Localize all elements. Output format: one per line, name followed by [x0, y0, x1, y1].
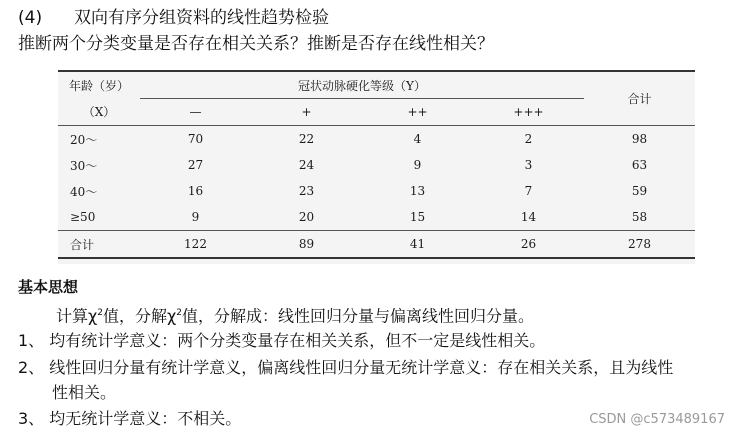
group-header-grade: 冠状动脉硬化等级（Y） [140, 72, 584, 99]
conclusion-item-2: 2、 线性回归分量有统计学意义，偏离线性回归分量无统计学意义：存在相关关系，且为线性 [18, 358, 674, 377]
table-cell: 89 [251, 231, 362, 259]
table-cell: 16 [187, 184, 204, 198]
table-row [58, 178, 695, 204]
table-cell: 27 [187, 158, 204, 172]
table-cell: 13 [409, 184, 426, 198]
formula-line [56, 302, 534, 327]
contingency-table-image [58, 70, 695, 264]
question-text: 推断两个分类变量是否存在相关关系？推断是否存在线性相关？ [18, 34, 494, 54]
table-total-row [58, 231, 695, 259]
conclusion-item-1: 1、 均有统计学意义：两个分类变量存在相关关系，但不一定是线性相关。 [18, 331, 546, 350]
conclusion-item-3: 3、 均无统计学意义：不相关。 [18, 409, 242, 428]
section-heading [18, 6, 329, 30]
table-cell: 23 [298, 184, 315, 198]
formula-superscript: 2 [97, 308, 103, 318]
table-cell: 22 [298, 132, 315, 146]
table-cell: 7 [524, 184, 533, 198]
table-cell: 24 [298, 158, 315, 172]
table-row [58, 126, 695, 153]
table-cell: 122 [140, 231, 251, 259]
formula-text: 计算χ [56, 306, 98, 326]
row-label: 20～ [70, 132, 98, 147]
row-label: 30～ [70, 158, 98, 173]
row-total-cell: 58 [631, 210, 648, 224]
row-label: 合计 [58, 231, 140, 259]
table-row [58, 204, 695, 231]
row-total-cell: 98 [631, 132, 648, 146]
table-cell: 2 [524, 132, 533, 146]
table-cell: 9 [413, 158, 422, 172]
formula-text: 值，分解成：线性回归分量与偏离线性回归分量。 [181, 306, 534, 326]
grade-column-header: — [140, 99, 251, 126]
total-column-header: 合计 [584, 72, 695, 126]
conclusion-item-2-continued: 性相关。 [52, 383, 117, 402]
grade-column-header: +++ [473, 99, 584, 126]
basic-idea-title: 基本思想 [18, 278, 79, 296]
table-row [58, 152, 695, 178]
grade-column-header: + [251, 99, 362, 126]
section-number: (4) [18, 8, 43, 28]
table-cell: 70 [187, 132, 204, 146]
table-cell: 3 [524, 158, 533, 172]
row-total-cell: 63 [631, 158, 648, 172]
contingency-table [58, 70, 695, 259]
table-cell: 20 [298, 210, 315, 224]
csdn-watermark: CSDN @c573489167 [589, 412, 725, 427]
table-cell: 26 [473, 231, 584, 259]
grade-column-header: ++ [362, 99, 473, 126]
row-label: 40～ [70, 184, 98, 199]
formula-superscript: 2 [176, 308, 182, 318]
grand-total-cell: 278 [584, 231, 695, 259]
row-header-age: 年龄（岁） [68, 78, 129, 93]
row-label: ≥50 [70, 210, 96, 224]
table-cell: 14 [520, 210, 537, 224]
formula-text: 值，分解χ [102, 306, 177, 326]
table-cell: 41 [362, 231, 473, 259]
section-title: 双向有序分组资料的线性趋势检验 [74, 8, 329, 28]
table-cell: 15 [409, 210, 426, 224]
table-cell: 9 [191, 210, 200, 224]
table-cell: 4 [413, 132, 422, 146]
row-total-cell: 59 [631, 184, 648, 198]
row-header-x: （X） [58, 99, 140, 126]
